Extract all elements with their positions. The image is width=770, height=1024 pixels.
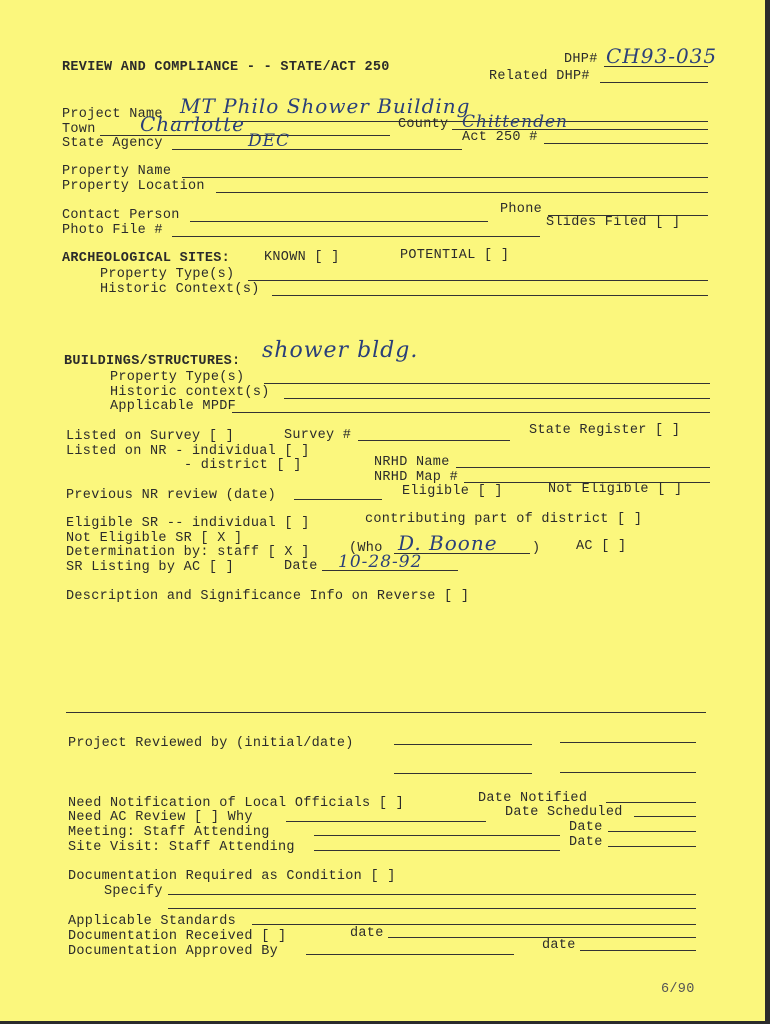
buildings-mpdf-label: Applicable MPDF — [110, 399, 237, 414]
contact-person-line — [190, 221, 488, 222]
description-reverse: Description and Significance Info on Reverse [ ] — [66, 589, 470, 604]
need-notification: Need Notification of Local Officials [ ] — [68, 796, 405, 811]
meeting-date-label: Date — [569, 820, 603, 835]
determination-staff: Determination by: staff [ X ] — [66, 545, 310, 560]
project-name-value: MT Philo Shower Building — [180, 94, 471, 118]
archeological-type-line — [248, 280, 708, 281]
town-label: Town — [62, 122, 96, 137]
specify-label: Specify — [104, 884, 163, 899]
phone-label: Phone — [500, 202, 543, 217]
site-visit-staff-line — [314, 850, 560, 851]
buildings-type-label: Property Type(s) — [110, 370, 245, 385]
project-reviewed-label: Project Reviewed by (initial/date) — [68, 736, 354, 751]
not-eligible-sr: Not Eligible SR [ X ] — [66, 531, 243, 546]
listed-nr-district: - district [ ] — [184, 458, 302, 473]
property-name-line — [182, 177, 708, 178]
survey-number-label: Survey # — [284, 428, 352, 443]
state-agency-line — [172, 149, 462, 150]
eligible-sr-individual: Eligible SR -- individual [ ] — [66, 516, 310, 531]
photo-file-line — [172, 236, 540, 237]
who-label: (Who — [349, 541, 383, 556]
date-notified-line — [606, 802, 696, 803]
state-agency-label: State Agency — [62, 136, 163, 151]
nrhd-map-label: NRHD Map # — [374, 470, 459, 485]
reviewed-line-3 — [394, 773, 532, 774]
related-dhp-line — [600, 82, 708, 83]
meeting-staff-label: Meeting: Staff Attending — [68, 825, 270, 840]
state-register: State Register [ ] — [529, 423, 681, 438]
approved-by-line — [306, 954, 514, 955]
buildings-heading: BUILDINGS/STRUCTURES: — [64, 354, 241, 369]
site-visit-date-line — [608, 846, 696, 847]
archeological-heading: ARCHEOLOGICAL SITES: — [62, 251, 231, 266]
received-date-label: date — [350, 926, 384, 941]
scan-edge-right — [765, 0, 770, 1024]
contributing-district: contributing part of district [ ] — [365, 512, 643, 527]
listed-nr-individual: Listed on NR - individual [ ] — [66, 444, 310, 459]
date-scheduled-line — [634, 816, 696, 817]
slides-filed-label: Slides Filed [ ] — [546, 215, 681, 230]
archeological-context-label: Historic Context(s) — [100, 282, 260, 297]
archeological-type-label: Property Type(s) — [100, 267, 235, 282]
dhp-value: CH93-035 — [606, 44, 718, 68]
reviewed-line-1 — [394, 744, 532, 745]
reviewed-line-4 — [560, 772, 696, 773]
nrhd-name-line — [456, 467, 710, 468]
survey-number-line — [358, 440, 510, 441]
property-location-label: Property Location — [62, 179, 205, 194]
meeting-date-line — [608, 831, 696, 832]
county-value: Chittenden — [462, 112, 568, 132]
nrhd-name-label: NRHD Name — [374, 455, 450, 470]
contact-person-label: Contact Person — [62, 208, 180, 223]
previous-nr-review-label: Previous NR review (date) — [66, 488, 277, 503]
site-visit-date-label: Date — [569, 835, 603, 850]
buildings-mpdf-line — [232, 412, 710, 413]
state-agency-value: DEC — [248, 131, 291, 151]
date-notified-label: Date Notified — [478, 791, 588, 806]
ac-checkbox: AC [ ] — [576, 539, 627, 554]
meeting-staff-line — [314, 835, 560, 836]
buildings-context-line — [284, 398, 710, 399]
act250-line — [544, 143, 708, 144]
who-close: ) — [532, 541, 541, 556]
act250-label: Act 250 # — [462, 130, 538, 145]
applicable-standards-label: Applicable Standards — [68, 914, 237, 929]
project-name-label: Project Name — [62, 107, 163, 122]
archeological-context-line — [272, 295, 708, 296]
archeological-potential: POTENTIAL [ ] — [400, 248, 510, 263]
buildings-context-label: Historic context(s) — [110, 385, 270, 400]
approved-date-line — [580, 950, 696, 951]
documentation-received: Documentation Received [ ] — [68, 929, 287, 944]
ac-review-why-line — [286, 821, 486, 822]
documentation-approved-label: Documentation Approved By — [68, 944, 279, 959]
section-divider — [66, 712, 706, 713]
previous-nr-review-line — [294, 499, 382, 500]
date-value: 10-28-92 — [338, 552, 423, 572]
who-value: D. Boone — [398, 531, 498, 555]
related-dhp-label: Related DHP# — [489, 69, 590, 84]
archeological-known: KNOWN [ ] — [264, 250, 340, 265]
listed-survey: Listed on Survey [ ] — [66, 429, 235, 444]
approved-date-label: date — [542, 938, 576, 953]
sr-listing-ac: SR Listing by AC [ ] — [66, 560, 235, 575]
property-location-line — [216, 192, 708, 193]
buildings-handwritten: shower bldg. — [262, 338, 419, 363]
town-value: Charlotte — [140, 112, 246, 136]
not-eligible: Not Eligible [ ] — [548, 482, 683, 497]
documentation-required: Documentation Required as Condition [ ] — [68, 869, 396, 884]
date-line — [322, 570, 458, 571]
form-title: REVIEW AND COMPLIANCE - - STATE/ACT 250 — [62, 60, 390, 75]
need-ac-review: Need AC Review [ ] Why — [68, 810, 253, 825]
applicable-standards-line — [252, 924, 696, 925]
specify-line — [168, 894, 696, 895]
site-visit-staff-label: Site Visit: Staff Attending — [68, 840, 295, 855]
date-scheduled-label: Date Scheduled — [505, 805, 623, 820]
property-name-label: Property Name — [62, 164, 172, 179]
form-code: 6/90 — [661, 982, 695, 997]
photo-file-label: Photo File # — [62, 223, 163, 238]
specify-line-2 — [168, 908, 696, 909]
county-label: County — [398, 117, 449, 132]
dhp-label: DHP# — [564, 52, 598, 67]
eligible: Eligible [ ] — [402, 484, 503, 499]
buildings-type-line — [264, 383, 710, 384]
dhp-line — [604, 66, 708, 67]
date-label: Date — [284, 559, 318, 574]
reviewed-line-2 — [560, 742, 696, 743]
